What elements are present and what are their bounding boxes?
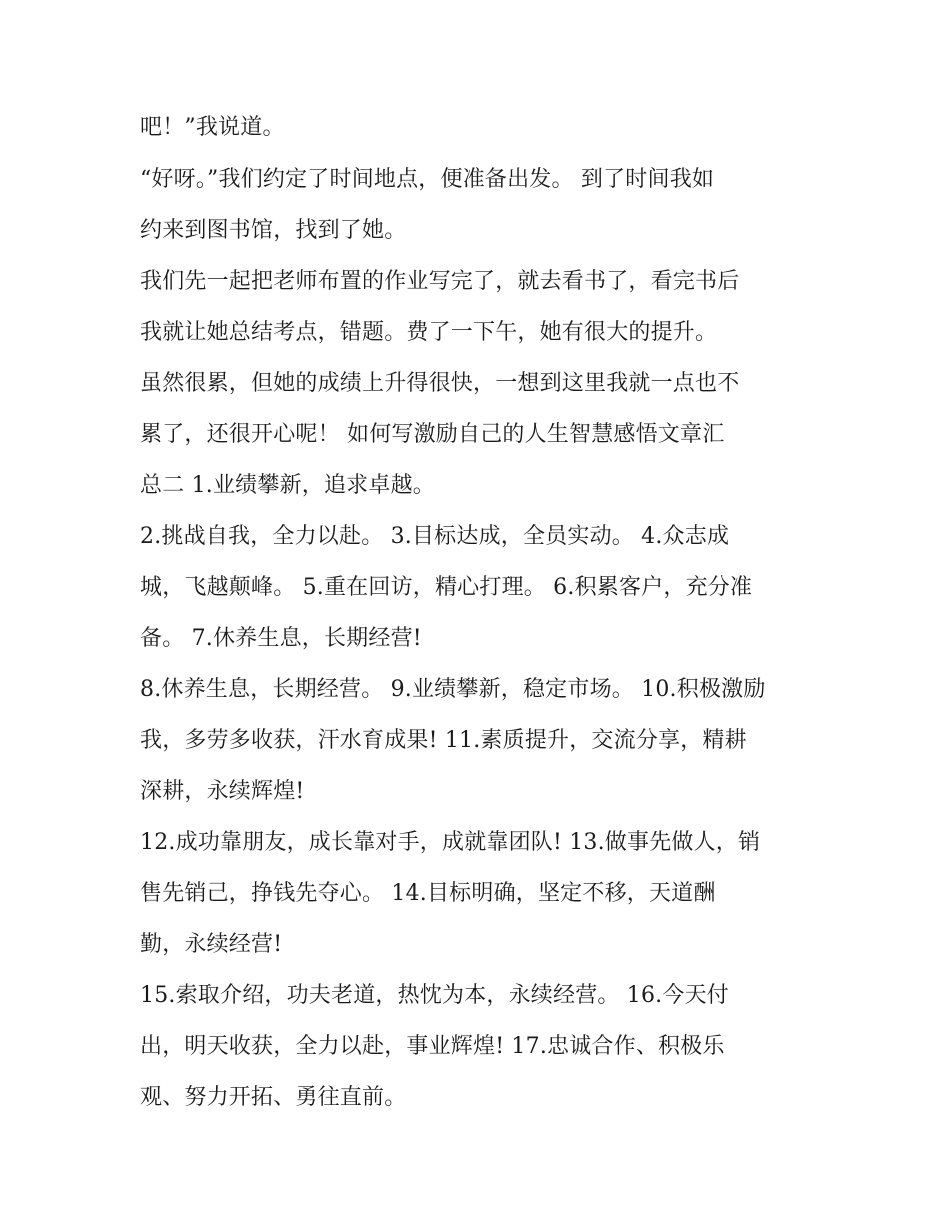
text-line: 我，多劳多收获，汗水育成果! 11.素质提升，交流分享，精耕 (140, 728, 747, 753)
text-line: 备。 7.休养生息，长期经营! (140, 626, 422, 651)
text-line: 15.索取介绍，功夫老道，热忱为本，永续经营。 16.今天付 (140, 983, 729, 1008)
text-line: “好呀。”我们约定了时间地点，便准备出发。 到了时间我如 (140, 167, 715, 192)
text-line: 8.休养生息，长期经营。 9.业绩攀新，稳定市场。 10.积极激励 (140, 677, 766, 702)
text-line: 吧！”我说道。 (140, 115, 285, 140)
text-line: 约来到图书馆，找到了她。 (140, 218, 407, 243)
text-line: 总二 1.业绩攀新，追求卓越。 (140, 473, 435, 498)
text-line: 累了，还很开心呢！ 如何写激励自己的人生智慧感悟文章汇 (140, 422, 725, 447)
text-line: 深耕，永续辉煌! (140, 779, 305, 804)
text-line: 我们先一起把老师布置的作业写完了，就去看书了，看完书后 (140, 269, 740, 294)
text-line: 售先销己，挣钱先夺心。 14.目标明确，坚定不移，天道酬 (140, 881, 716, 906)
text-line: 2.挑战自我，全力以赴。 3.目标达成，全员实动。 4.众志成 (140, 524, 730, 549)
text-line: 城，飞越颠峰。 5.重在回访，精心打理。 6.积累客户，充分准 (140, 575, 753, 600)
text-line: 出，明天收获，全力以赴，事业辉煌! 17.忠诚合作、积极乐 (140, 1034, 725, 1059)
text-line: 虽然很累，但她的成绩上升得很快，一想到这里我就一点也不 (140, 371, 740, 396)
text-line: 勤，永续经营! (140, 932, 283, 957)
text-line: 观、努力开拓、勇往直前。 (140, 1085, 407, 1110)
text-line: 我就让她总结考点，错题。费了一下午，她有很大的提升。 (140, 320, 718, 345)
text-line: 12.成功靠朋友，成长靠对手，成就靠团队! 13.做事先做人，销 (140, 830, 761, 855)
